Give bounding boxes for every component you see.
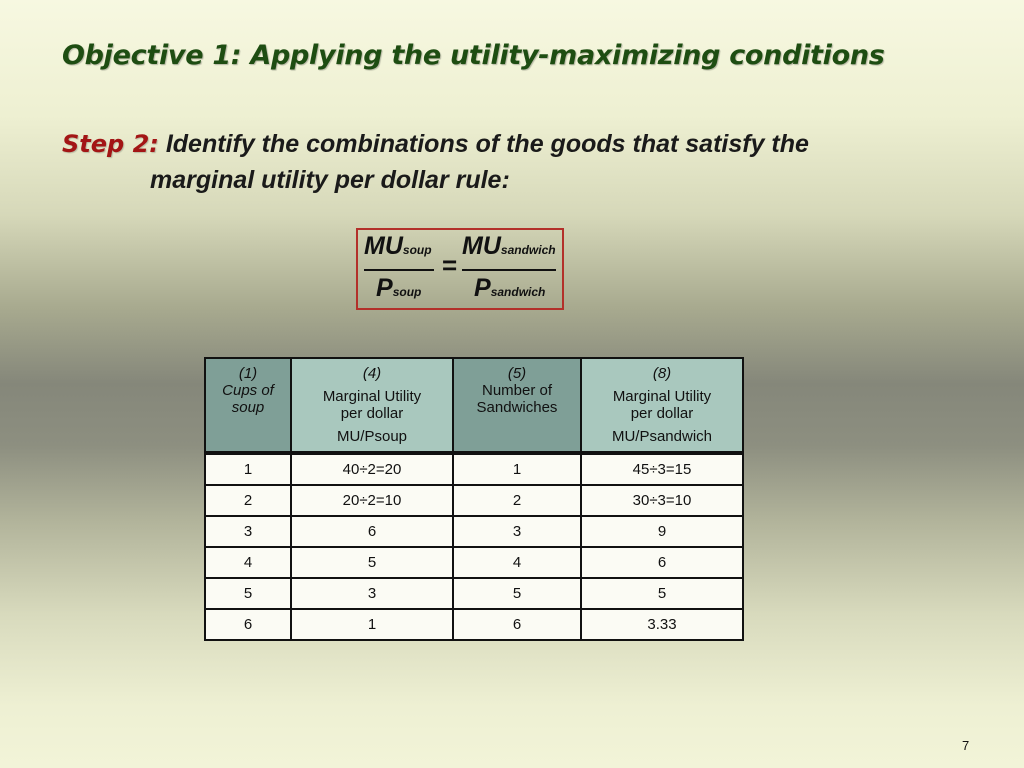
table-cell: 6: [291, 516, 453, 547]
column-header-mu-per-dollar-soup: (4) Marginal Utility per dollar MU/Psoup: [291, 358, 453, 453]
table-cell: 4: [205, 547, 291, 578]
column-header-number-of-sandwiches: (5) Number of Sandwiches: [453, 358, 581, 453]
soup-numerator: MUsoup: [364, 232, 432, 260]
table-cell: 2: [453, 485, 581, 516]
table-cell: 45÷3=15: [581, 453, 743, 485]
table-cell: 2: [205, 485, 291, 516]
table-row: [205, 547, 743, 578]
table-row: [205, 516, 743, 547]
step-label: Step 2:: [62, 130, 159, 158]
column-header-mu-per-dollar-sandwich: (8) Marginal Utility per dollar MU/Psandwich: [581, 358, 743, 453]
slide-title: Objective 1: Applying the utility-maximizing conditions: [62, 40, 885, 71]
column-header-cups-of-soup: (1) Cups of soup: [205, 358, 291, 453]
table-cell: 40÷2=20: [291, 453, 453, 485]
step-text-line1: Identify the combinations of the goods that satisfy the: [165, 130, 809, 158]
table-cell: 3.33: [581, 609, 743, 640]
soup-fraction-bar: [364, 269, 434, 271]
table-cell: 6: [205, 609, 291, 640]
step-instruction: [62, 126, 922, 198]
table-cell: 5: [205, 578, 291, 609]
table-cell: 3: [291, 578, 453, 609]
table-row: [205, 453, 743, 485]
sandwich-fraction-bar: [462, 269, 556, 271]
soup-denominator: Psoup: [376, 274, 422, 302]
sandwich-numerator: MUsandwich: [462, 232, 556, 260]
table-cell: 3: [205, 516, 291, 547]
table-cell: 9: [581, 516, 743, 547]
page-number: 7: [962, 738, 970, 753]
table-cell: 6: [581, 547, 743, 578]
table-cell: 6: [453, 609, 581, 640]
table-cell: 3: [453, 516, 581, 547]
table-cell: 4: [453, 547, 581, 578]
table-cell: 5: [453, 578, 581, 609]
marginal-utility-table: [204, 357, 744, 641]
table-cell: 5: [291, 547, 453, 578]
table-cell: 5: [581, 578, 743, 609]
table-cell: 1: [291, 609, 453, 640]
utility-formula-box: [356, 228, 564, 310]
equals-sign: =: [442, 250, 458, 280]
table-cell: 1: [453, 453, 581, 485]
table-cell: 30÷3=10: [581, 485, 743, 516]
step-text-line2: marginal utility per dollar rule:: [150, 166, 510, 194]
table-row: [205, 485, 743, 516]
table-header-row: [205, 358, 743, 453]
table-cell: 20÷2=10: [291, 485, 453, 516]
table-row: [205, 609, 743, 640]
table-cell: 1: [205, 453, 291, 485]
sandwich-denominator: Psandwich: [474, 274, 546, 302]
table-row: [205, 578, 743, 609]
